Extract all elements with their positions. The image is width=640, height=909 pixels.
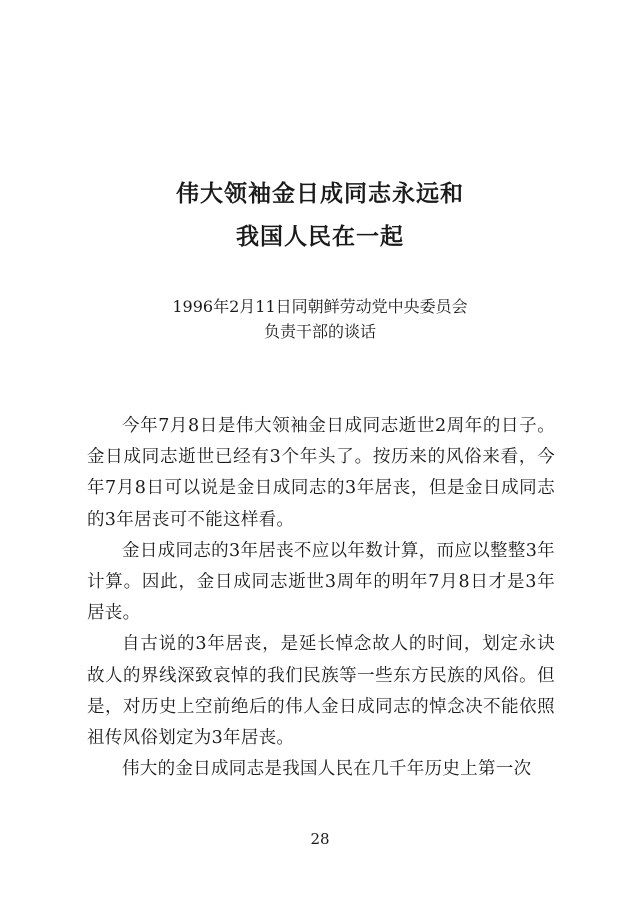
title-line-1: 伟大领袖金日成同志永远和 <box>176 181 464 207</box>
title-line-2: 我国人民在一起 <box>236 224 404 250</box>
subtitle-line-1: 1996年2月11日同朝鲜劳动党中央委员会 <box>172 297 468 316</box>
paragraph: 金日成同志的3年居丧不应以年数计算，而应以整整3年计算。因此，金日成同志逝世3周年的明年7月8日才是3年居丧。 <box>87 540 555 624</box>
paragraph: 今年7月8日是伟大领袖金日成同志逝世2周年的日子。金日成同志逝世已经有3个年头了。按历来的风俗来看，今年7月8日可以说是金日成同志的3年居丧，但是金日成同志的3年居丧可不能这样看。 <box>87 416 555 530</box>
paragraph: 自古说的3年居丧，是延长悼念故人的时间，划定永诀故人的界线深致哀悼的我们民族等一些东方民族的风俗。但是，对历史上空前绝后的伟人金日成同志的悼念决不能依照祖传风俗划定为3年居丧。 <box>87 634 555 749</box>
paragraph: 伟大的金日成同志是我国人民在几千年历史上第一次 <box>122 759 532 780</box>
subtitle-line-2: 负责干部的谈话 <box>263 322 376 341</box>
page-number: 28 <box>310 830 330 848</box>
body-text <box>87 411 555 785</box>
